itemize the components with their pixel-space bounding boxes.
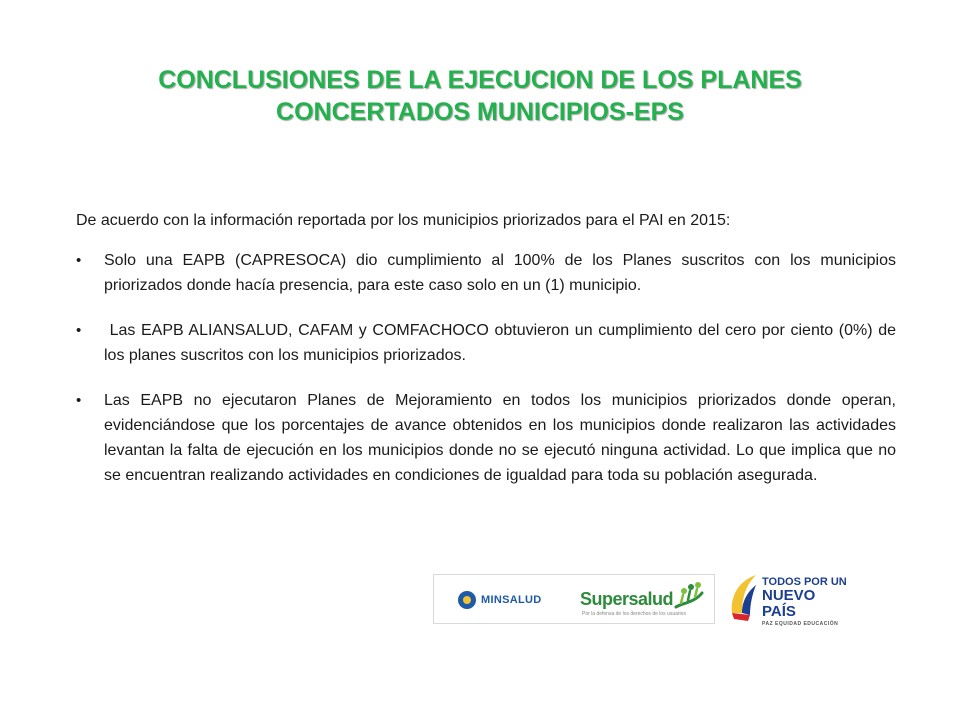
supersalud-tagline: Por la defensa de los derechos de los usuarios — [582, 611, 686, 617]
slide-title — [90, 64, 870, 128]
supersalud-label: Supersalud — [580, 589, 674, 609]
bullet-text-2: Las EAPB ALIANSALUD, CAFAM y COMFACHOCO obtuvieron un cumplimiento del cero por ciento (0%) de los planes suscritos con los municipios priorizados. — [104, 322, 901, 364]
todos-line-3: PAZ EQUIDAD EDUCACIÓN — [762, 621, 839, 627]
bullet-text-1: Solo una EAPB (CAPRESOCA) dio cumplimiento al 100% de los Planes suscritos con los municipios priorizados donde hacía presencia, para este caso solo en un (1) municipio. — [104, 252, 896, 294]
slide-body — [76, 208, 901, 508]
todos-por-un-nuevo-pais-logo — [728, 570, 848, 626]
bullet-marker: • — [76, 252, 82, 269]
minsalud-logo — [458, 591, 541, 609]
supersalud-people-icon — [672, 581, 706, 611]
minsalud-label: MINSALUD — [481, 594, 542, 606]
bullet-item-3 — [76, 388, 896, 488]
bullet-list — [76, 248, 901, 488]
slide-title-line-2: CONCERTADOS MUNICIPIOS-EPS — [276, 98, 684, 126]
colombia-flag-ribbon-icon — [728, 573, 760, 623]
bullet-item-2 — [76, 318, 901, 368]
bullet-item-1 — [76, 248, 896, 298]
bullet-marker: • — [76, 322, 82, 339]
supersalud-logo — [580, 579, 710, 619]
todos-line-1: TODOS POR UN — [762, 576, 847, 588]
slide-title-line-1: CONCLUSIONES DE LA EJECUCION DE LOS PLANES — [158, 66, 802, 94]
todos-line-2: NUEVO PAÍS — [762, 587, 816, 620]
todos-text-block — [762, 576, 848, 628]
bullet-marker: • — [76, 392, 82, 409]
intro-paragraph: De acuerdo con la información reportada por los municipios priorizados para el PAI en 2015: — [76, 212, 731, 229]
logo-strip — [433, 574, 715, 624]
bullet-text-3: Las EAPB no ejecutaron Planes de Mejoramiento en todos los municipios priorizados donde operan, evidenciándose que los porcentajes de avance obtenidos en los municipios donde realizaron las actividades levantan la falta de ejecución en los municipios donde no se ejecutó ninguna actividad. Lo que implica que no se encuentran realizando actividades en condiciones de igualdad para toda su población asegurada. — [104, 392, 896, 484]
national-seal-icon — [458, 591, 476, 609]
